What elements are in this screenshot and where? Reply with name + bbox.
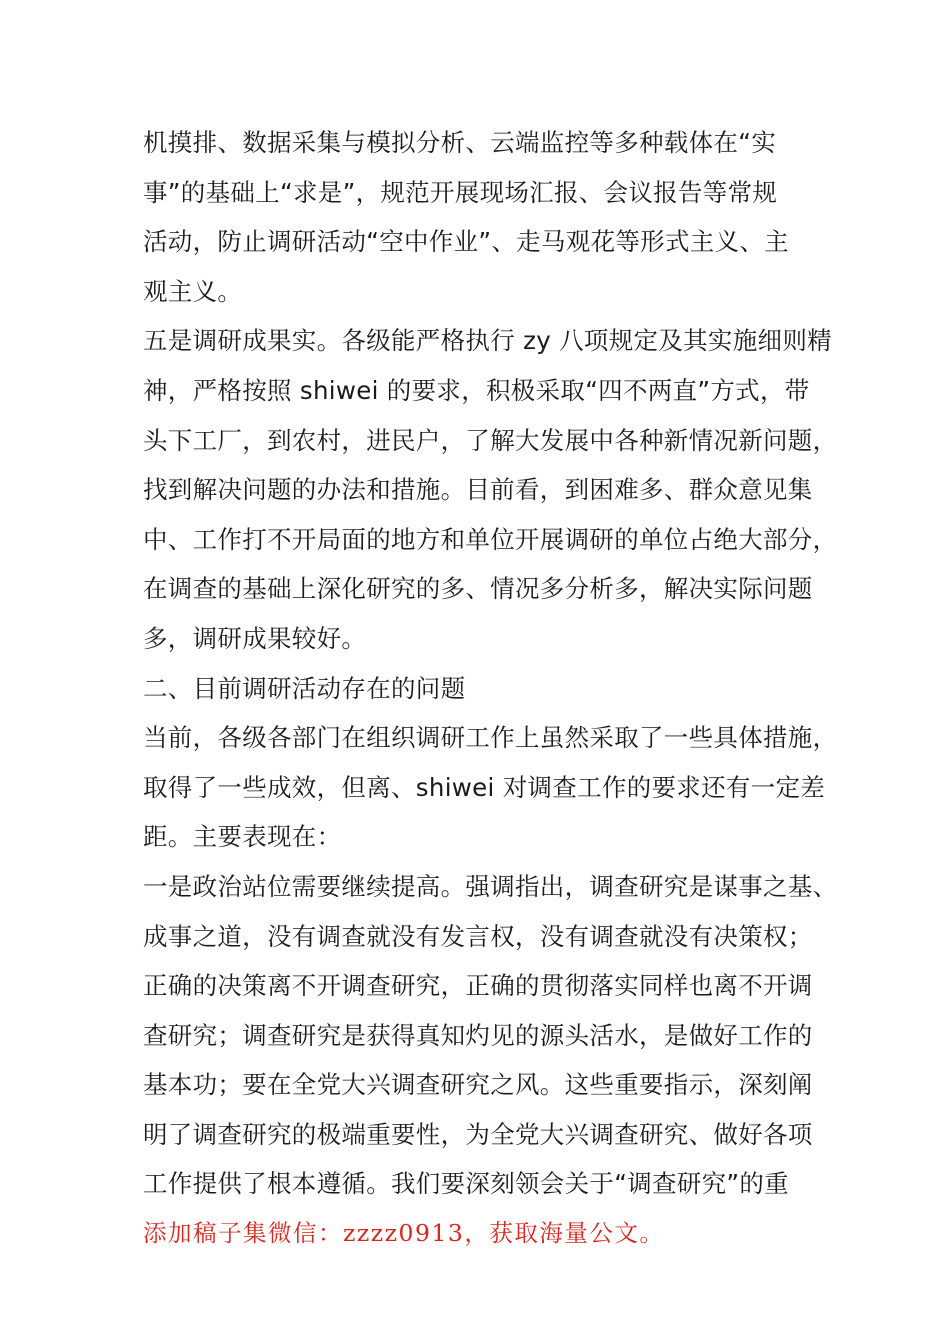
body-text-line: 查研究；调查研究是获得真知灼见的源头活水，是做好工作的: [143, 1020, 813, 1050]
point-one-line: 一是政治站位需要继续提高。强调指出，调查研究是谋事之基、: [143, 871, 838, 901]
body-text-line: 事”的基础上“求是”，规范开展现场汇报、会议报告等常规: [143, 177, 778, 207]
body-text-line: 当前，各级各部门在组织调研工作上虽然采取了一些具体措施，: [143, 723, 838, 753]
body-text-line: 基本功；要在全党大兴调查研究之风。这些重要指示，深刻阐: [143, 1070, 813, 1100]
body-text-line: 活动，防止调研活动“空中作业”、走马观花等形式主义、主: [143, 227, 789, 257]
body-text-line: 多，调研成果较好。: [143, 623, 367, 653]
body-text-line: 神，严格按照 shiwei 的要求，积极采取“四不两直”方式，带: [143, 375, 810, 405]
body-text-line: 正确的决策离不开调查研究，正确的贯彻落实同样也离不开调: [143, 971, 813, 1001]
promo-text: 添加稿子集微信：zzzz0913，获取海量公文。: [143, 1219, 665, 1248]
body-text-line: 中、工作打不开局面的地方和单位开展调研的单位占绝大部分，: [143, 524, 838, 554]
body-text-line: 工作提供了根本遵循。我们要深刻领会关于“调查研究”的重: [143, 1169, 789, 1199]
body-text-line: 观主义。: [143, 276, 243, 306]
body-text-line: 找到解决问题的办法和措施。目前看，到困难多、群众意见集: [143, 475, 813, 505]
body-text-line: 距。主要表现在：: [143, 822, 342, 852]
section-five-line: 五是调研成果实。各级能严格执行 zy 八项规定及其实施细则精: [143, 326, 832, 356]
body-text-line: 头下工厂，到农村，进民户，了解大发展中各种新情况新问题，: [143, 425, 838, 455]
body-text-line: 在调查的基础上深化研究的多、情况多分析多，解决实际问题: [143, 574, 813, 604]
section-heading: 二、目前调研活动存在的问题: [143, 673, 466, 703]
body-text-line: 成事之道，没有调查就没有发言权，没有调查就没有决策权；: [143, 921, 813, 951]
document-page: [143, 118, 838, 1259]
body-text-line: 机摸排、数据采集与模拟分析、云端监控等多种载体在“实: [143, 128, 776, 157]
body-text-line: 取得了一些成效，但离、shiwei 对调查工作的要求还有一定差: [143, 772, 826, 802]
body-text-line: 明了调查研究的极端重要性，为全党大兴调查研究、做好各项: [143, 1119, 813, 1149]
